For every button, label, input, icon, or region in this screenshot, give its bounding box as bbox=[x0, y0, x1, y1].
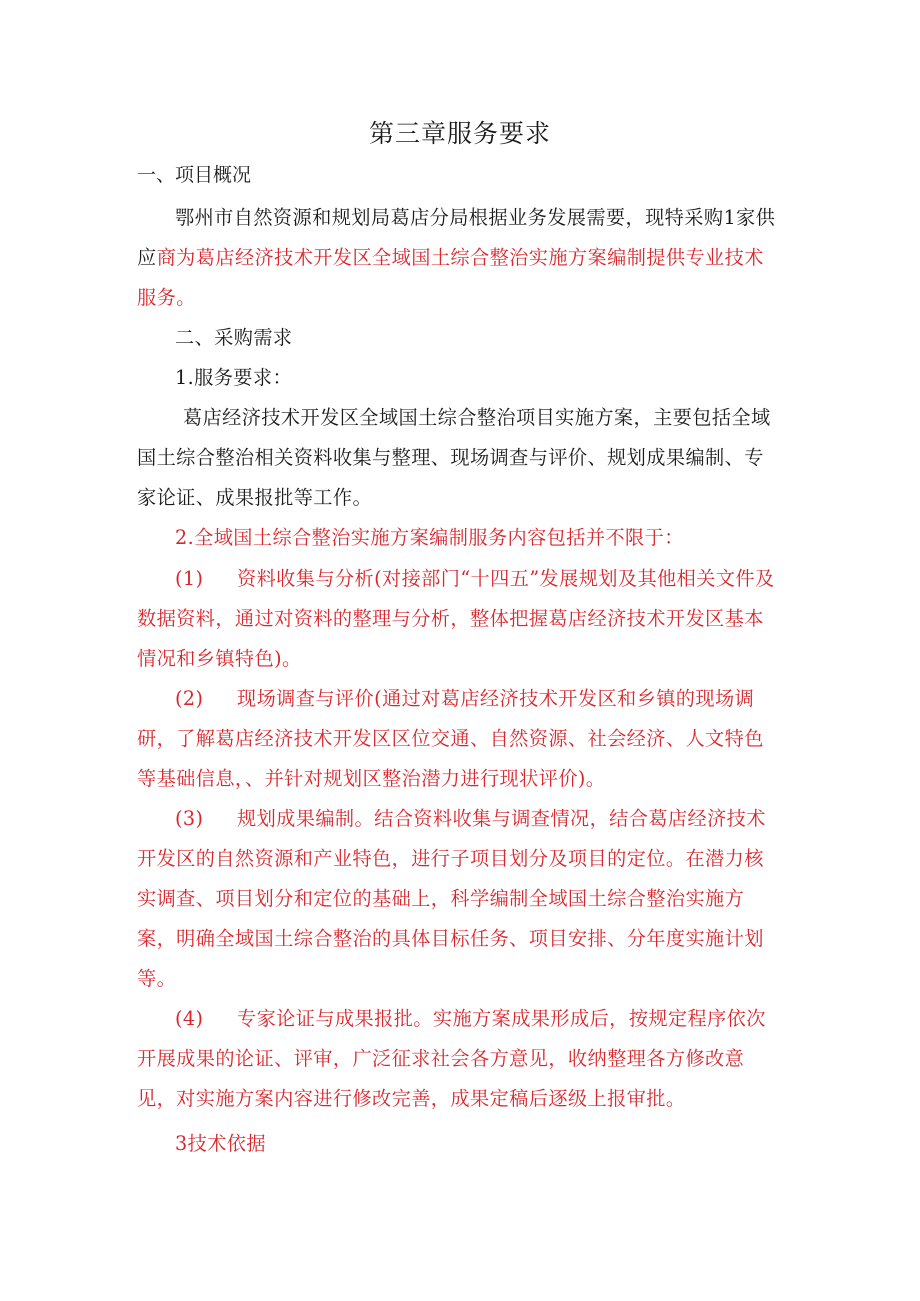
subsection-heading-technical-basis: 3技术依据 bbox=[175, 1132, 266, 1155]
service-requirements-paragraph: 葛店经济技术开发区全域国土综合整治项目实施方案，主要包括全域国土综合整治相关资料收集与整理、现场调查与评价、规划成果编制、专家论证、成果报批等工作。 bbox=[137, 406, 771, 509]
overview-text-black: 鄂州市自然资源和规划局葛店分局根据业务发展需要，现特采购1家供应 bbox=[137, 206, 776, 269]
item-text: 专家论证与成果报批。实施方案成果形成后，按规定程序依次开展成果的论证、评审，广泛征求社会各方意见，收纳整理各方修改意见，对实施方案内容进行修改完善，成果定稿后逐级上报审批。 bbox=[137, 1007, 766, 1110]
item-number: (4) bbox=[175, 1007, 204, 1030]
scope-item bbox=[137, 799, 783, 999]
overview-paragraph bbox=[137, 198, 783, 318]
scope-item bbox=[137, 679, 783, 799]
scope-item bbox=[137, 559, 783, 679]
page-title: 第三章服务要求 bbox=[368, 119, 551, 148]
section-heading-overview: 一、项目概况 bbox=[137, 164, 252, 186]
item-number: (3) bbox=[175, 807, 204, 830]
item-text: 规划成果编制。结合资料收集与调查情况，结合葛店经济技术开发区的自然资源和产业特色，进行子项目划分及项目的定位。在潜力核实调查、项目划分和定位的基础上，科学编制全域国土综合整治实施方案，明确全域国土综合整治的具体目标任务、项目安排、分年度实施计划等。 bbox=[137, 807, 766, 990]
scope-item bbox=[137, 999, 783, 1119]
section-heading-requirements: 二、采购需求 bbox=[175, 326, 293, 349]
item-text: 现场调查与评价(通过对葛店经济技术开发区和乡镇的现场调研，了解葛店经济技术开发区区位交通、自然资源、社会经济、人文特色等基础信息，、并针对规划区整治潜力进行现状评价)。 bbox=[137, 687, 764, 790]
subsection-heading-scope: 2.全域国土综合整治实施方案编制服务内容包括并不限于： bbox=[175, 526, 684, 549]
overview-text-red: 商为葛店经济技术开发区全域国土综合整治实施方案编制提供专业技术服务。 bbox=[137, 246, 764, 309]
subsection-heading-service: 1.服务要求： bbox=[175, 366, 293, 389]
item-number: (2) bbox=[175, 687, 204, 710]
item-text: 资料收集与分析(对接部门“十四五”发展规划及其他相关文件及数据资料，通过对资料的整理与分析，整体把握葛店经济技术开发区基本情况和乡镇特色)。 bbox=[137, 567, 775, 670]
item-number: (1) bbox=[175, 567, 204, 590]
